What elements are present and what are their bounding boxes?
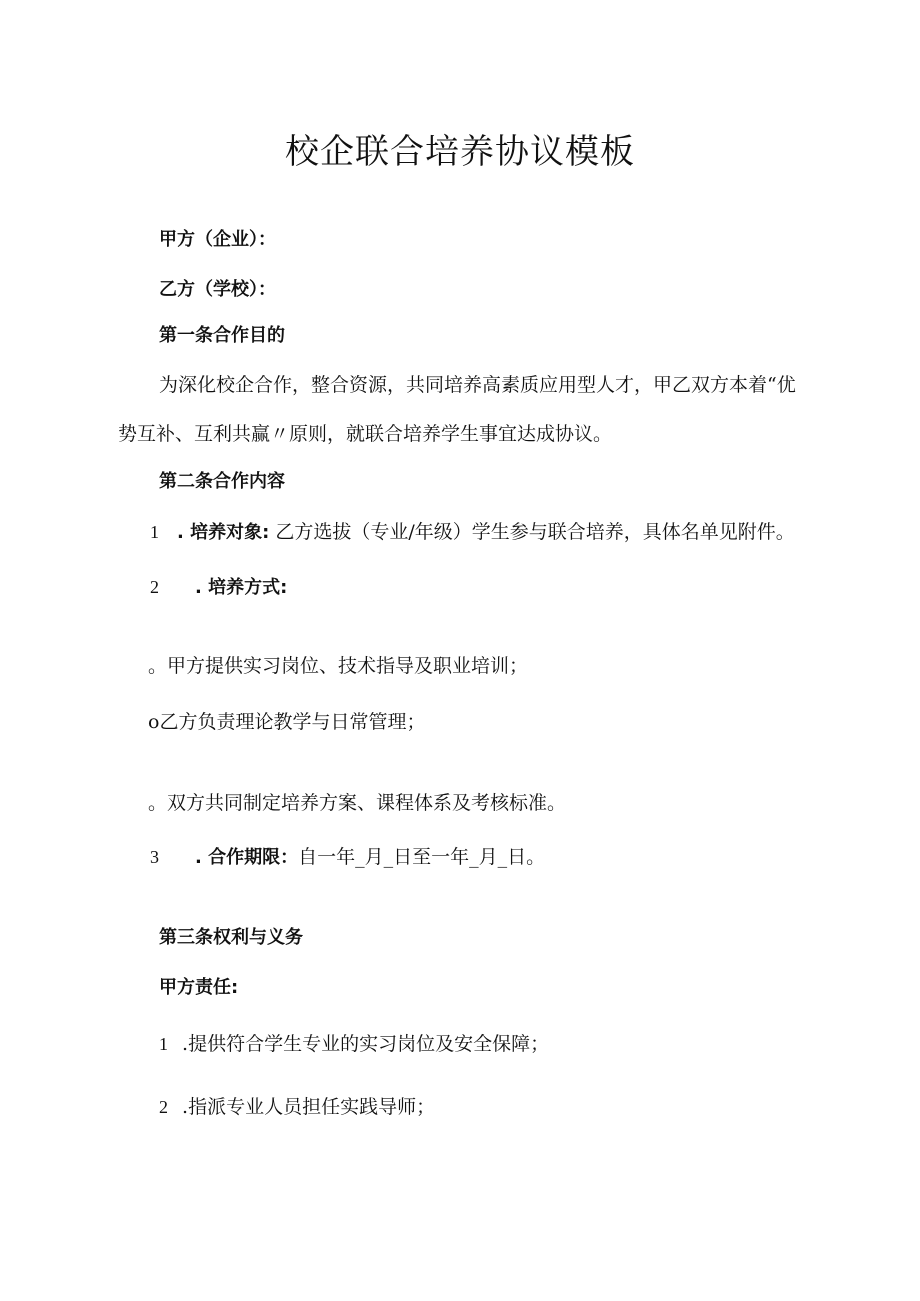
article-2-item-3 (150, 843, 545, 872)
article-3-heading: 第三条权利与义务 (159, 927, 303, 948)
item-number: 3 (150, 847, 159, 867)
item-number: 2 (159, 1097, 168, 1117)
bullet-item-1: 。甲方提供实习岗位、技术指导及职业培训； (148, 655, 529, 677)
item-number: 2 (150, 577, 159, 597)
item-label: . 合作期限： (195, 847, 299, 868)
article-3-item-1 (159, 1030, 549, 1058)
article-1-heading: 第一条合作目的 (159, 325, 285, 346)
document-title: 校企联合培养协议模板 (285, 132, 635, 172)
item-label: . 培养对象: (177, 522, 270, 543)
item-text: .指派专业人员担任实践导师； (182, 1096, 436, 1118)
item-number: 1 (159, 1034, 168, 1054)
article-1-text-line-1: 为深化校企合作，整合资源，共同培养高素质应用型人才，甲乙双方本着“优 (159, 374, 796, 396)
article-2-heading: 第二条合作内容 (159, 471, 285, 492)
party-b-label: 乙方（学校）： (159, 279, 276, 300)
article-2-item-2 (150, 573, 287, 602)
party-a-label: 甲方（企业）： (159, 229, 276, 250)
article-1-text-line-2: 势互补、互利共赢〃原则，就联合培养学生事宜达成协议。 (118, 423, 613, 445)
article-3-item-2 (159, 1093, 435, 1121)
article-2-item-1 (150, 518, 795, 547)
item-text: 乙方选拔（专业/年级）学生参与联合培养，具体名单见附件。 (269, 521, 795, 543)
item-label: . 培养方式: (195, 577, 288, 598)
item-text: 自一年_月_日至一年_月_日。 (298, 846, 546, 868)
item-text: .提供符合学生专业的实习岗位及安全保障； (182, 1033, 550, 1055)
item-number: 1 (150, 522, 159, 542)
bullet-item-2: o乙方负责理论教学与日常管理； (148, 711, 426, 733)
bullet-item-3: 。双方共同制定培养方案、课程体系及考核标准。 (148, 792, 567, 814)
party-a-responsibility-heading: 甲方责任: (159, 977, 239, 998)
